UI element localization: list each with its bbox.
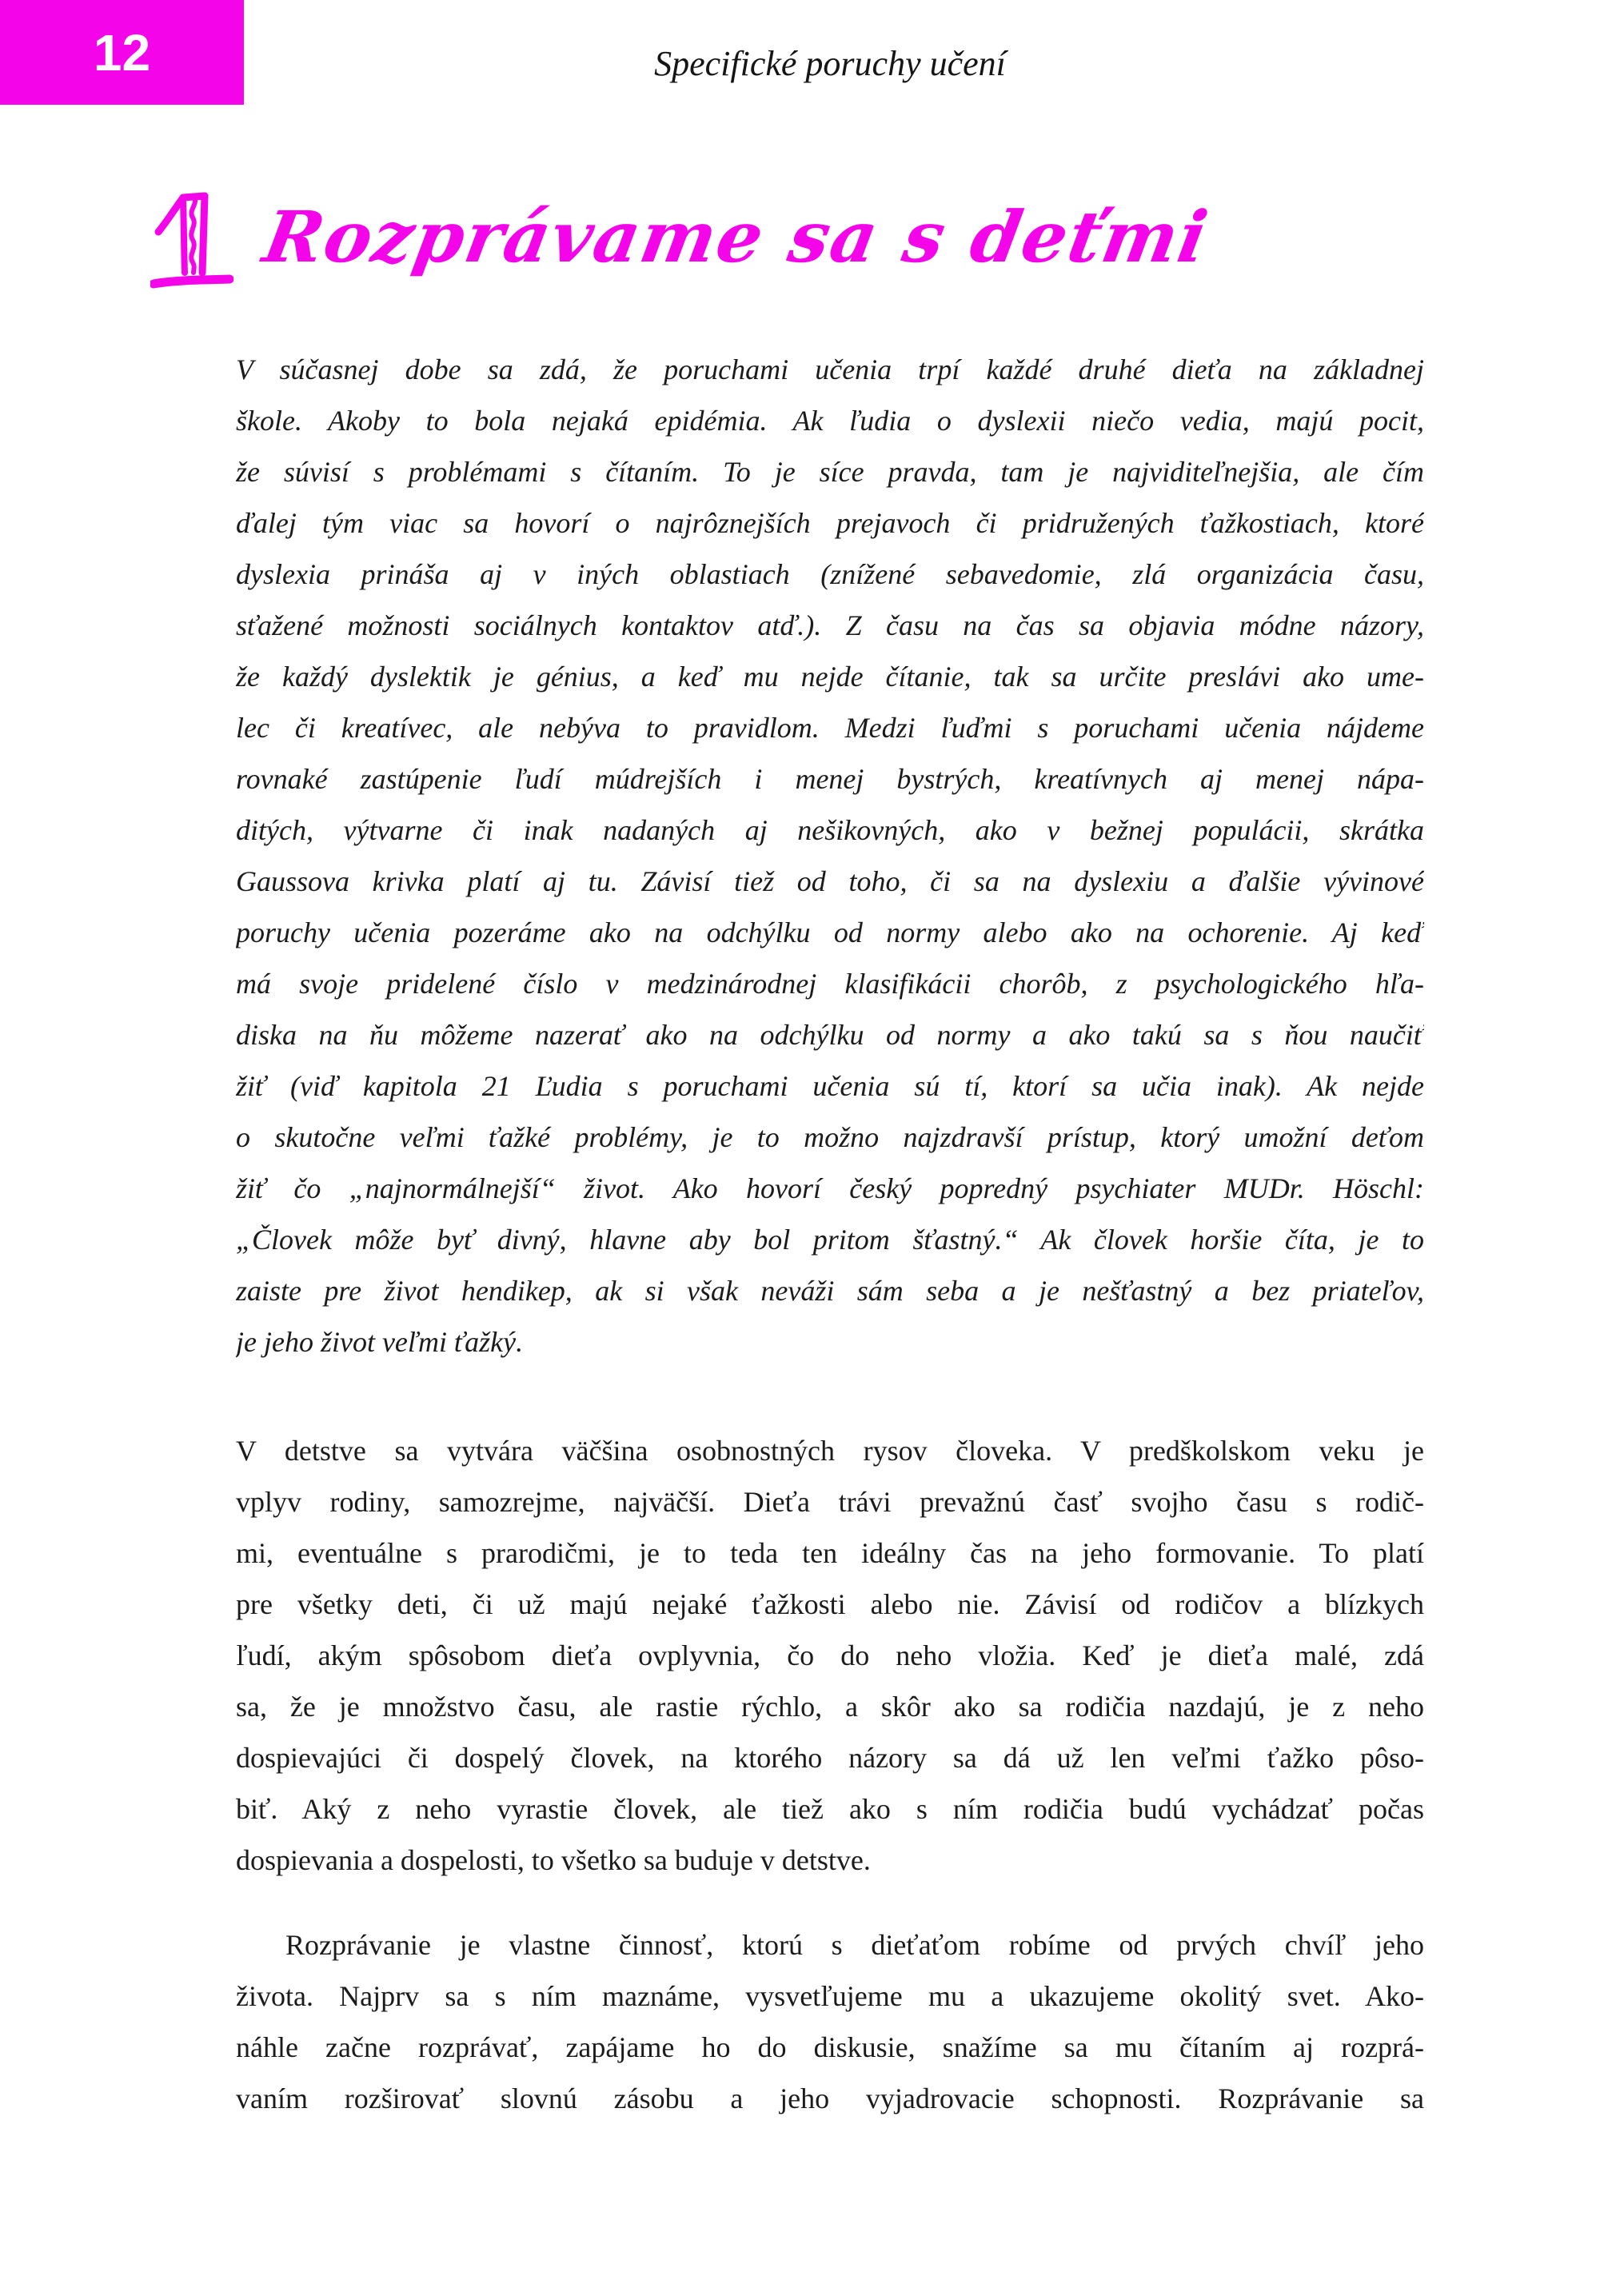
text-line: mi, eventuálne s prarodičmi, je to teda ten ideálny čas na jeho formovanie. To platí xyxy=(236,1537,1424,1569)
page-number: 12 xyxy=(93,23,151,82)
text-line: má svoje pridelené číslo v medzinárodnej klasifikácii chorôb, z psychologického hľa- xyxy=(236,968,1424,1000)
text-line: diska na ňu môžeme nazerať ako na odchýlku od normy a ako takú sa s ňou naučiť xyxy=(236,1019,1424,1051)
text-line: biť. Aký z neho vyrastie človek, ale tiež ako s ním rodičia budú vychádzať počas xyxy=(236,1793,1424,1825)
text-line: dyslexia prináša aj v iných oblastiach (znížené sebavedomie, zlá organizácia času, xyxy=(236,558,1424,590)
text-line: že súvisí s problémami s čítaním. To je síce pravda, tam je najviditeľnejšia, ale čím xyxy=(236,456,1424,488)
text-line: života. Najprv sa s ním maznáme, vysvetľujeme mu a ukazujeme okolitý svet. Ako- xyxy=(236,1980,1424,2012)
page-number-box xyxy=(0,0,244,105)
text-line: ditých, výtvarne či inak nadaných aj nešikovných, ako v bežnej populácii, skrátka xyxy=(236,814,1424,846)
text-line: lec či kreatívec, ale nebýva to pravidlom. Medzi ľuďmi s poruchami učenia nájdeme xyxy=(236,712,1424,744)
text-line: žiť čo „najnormálnejší“ život. Ako hovorí český popredný psychiater MUDr. Höschl: xyxy=(236,1172,1424,1204)
running-head: Specifické poruchy učení xyxy=(654,44,1006,83)
text-line: V detstve sa vytvára väčšina osobnostných rysov človeka. V predškolskom veku je xyxy=(236,1435,1424,1467)
text-line: že každý dyslektik je génius, a keď mu nejde čítanie, tak sa určite preslávi ako ume- xyxy=(236,661,1424,693)
text-line: vaním rozširovať slovnú zásobu a jeho vyjadrovacie schopnosti. Rozprávanie sa xyxy=(236,2082,1424,2114)
text-line: sťažené možnosti sociálnych kontaktov atď.). Z času na čas sa objavia módne názory, xyxy=(236,609,1424,641)
text-line: škole. Akoby to bola nejaká epidémia. Ak ľudia o dyslexii niečo vedia, majú pocit, xyxy=(236,405,1424,437)
text-line: pre všetky deti, či už majú nejaké ťažkosti alebo nie. Závisí od rodičov a blízkych xyxy=(236,1588,1424,1620)
text-line: ďalej tým viac sa hovorí o najrôznejších prejavoch či pridružených ťažkostiach, ktoré xyxy=(236,507,1424,539)
text-line: zaiste pre život hendikep, ak si však neváži sám seba a je nešťastný a bez priateľov, xyxy=(236,1275,1424,1307)
paragraph-childhood xyxy=(236,1425,1424,1886)
text-line: náhle začne rozprávať, zapájame ho do diskusie, snažíme sa mu čítaním aj rozprá- xyxy=(236,2031,1424,2063)
text-line: V súčasnej dobe sa zdá, že poruchami učenia trpí každé druhé dieťa na základnej xyxy=(236,353,1424,385)
text-line: sa, že je množstvo času, ale rastie rýchlo, a skôr ako sa rodičia nazdajú, je z neho xyxy=(236,1691,1424,1723)
text-line: je jeho život veľmi ťažký. xyxy=(236,1326,524,1358)
text-line: „Človek môže byť divný, hlavne aby bol pritom šťastný.“ Ak človek horšie číta, je to xyxy=(236,1224,1424,1256)
text-line: dospievajúci či dospelý človek, na ktorého názory sa dá už len veľmi ťažko pôso- xyxy=(236,1742,1424,1774)
text-line: rovnaké zastúpenie ľudí múdrejších i menej bystrých, kreatívnych aj menej nápa- xyxy=(236,763,1424,795)
text-line: Rozprávanie je vlastne činnosť, ktorú s dieťaťom robíme od prvých chvíľ jeho xyxy=(285,1929,1424,1961)
text-line: vplyv rodiny, samozrejme, najväčší. Dieťa trávi prevažnú časť svojho času s rodič- xyxy=(236,1486,1424,1518)
text-line: žiť (viď kapitola 21 Ľudia s poruchami učenia sú tí, ktorí sa učia inak). Ak nejde xyxy=(236,1070,1424,1102)
paragraph-talking xyxy=(236,1919,1424,2124)
text-line: Gaussova krivka platí aj tu. Závisí tiež od toho, či sa na dyslexiu a ďalšie vývinové xyxy=(236,865,1424,897)
text-line: poruchy učenia pozeráme ako na odchýlku od normy alebo ako na ochorenie. Aj keď xyxy=(236,916,1424,948)
chapter-title: Rozprávame sa s deťmi xyxy=(257,195,1215,278)
text-line: ľudí, akým spôsobom dieťa ovplyvnia, čo do neho vložia. Keď je dieťa malé, zdá xyxy=(236,1639,1424,1671)
text-line: o skutočne veľmi ťažké problémy, je to možno najzdravší prístup, ktorý umožní deťom xyxy=(236,1121,1424,1153)
text-line: dospievania a dospelosti, to všetko sa buduje v detstve. xyxy=(236,1844,871,1876)
paragraph-intro-italic xyxy=(236,344,1424,1368)
hand-drawn-numeral-1-icon xyxy=(150,190,233,296)
